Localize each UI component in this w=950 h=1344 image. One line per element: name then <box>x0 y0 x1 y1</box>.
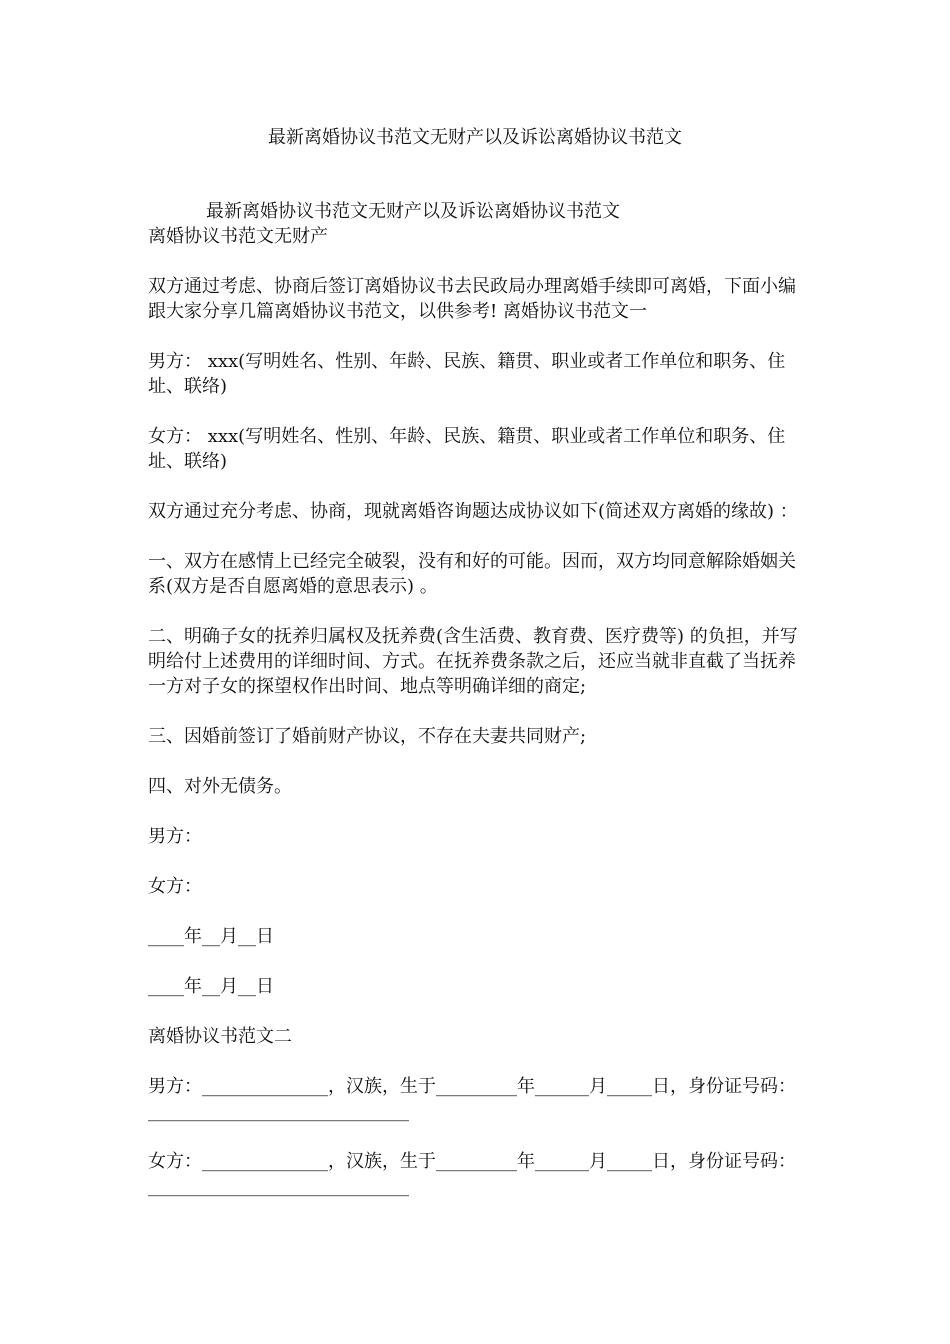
signature-line: 女方： <box>148 876 202 897</box>
document-subtitle: 最新离婚协议书范文无财产以及诉讼离婚协议书范文 <box>206 201 620 222</box>
date-line: ____年__月__日 <box>148 976 274 997</box>
section-heading: 离婚协议书范文二 <box>148 1026 292 1047</box>
paragraph: 四、对外无债务。 <box>148 776 292 797</box>
paragraph: 双方通过充分考虑、协商，现就离婚咨询题达成协议如下(简述双方离婚的缘故) ： <box>148 501 798 522</box>
paragraph: 三、因婚前签订了婚前财产协议，不存在夫妻共同财产; <box>148 726 587 747</box>
paragraph: 二、明确子女的抚养归属权及抚养费(含生活费、教育费、医疗费等) 的负担，并写明给付上述费用的详细时间、方式。在抚养费条款之后，还应当就非直截了当抚养一方对子女的探望权作出时间、地点等明确详细的商定; <box>148 626 798 697</box>
signature-line: 男方： <box>148 826 202 847</box>
paragraph: 一、双方在感情上已经完全破裂，没有和好的可能。因而，双方均同意解除婚姻关系(双方是否自愿离婚的意思表示) 。 <box>148 551 796 597</box>
document-title: 最新离婚协议书范文无财产以及诉讼离婚协议书范文 <box>268 127 682 148</box>
document-body <box>148 199 808 1199</box>
section-heading: 离婚协议书范文无财产 <box>148 226 328 247</box>
date-line: ____年__月__日 <box>148 926 274 947</box>
paragraph: 女方： xxx(写明姓名、性别、年龄、民族、籍贯、职业或者工作单位和职务、住址、联络) <box>148 426 786 472</box>
paragraph: 男方： xxx(写明姓名、性别、年龄、民族、籍贯、职业或者工作单位和职务、住址、联络) <box>148 351 786 397</box>
paragraph: 女方：______________，汉族，生于_________年______月_____日，身份证号码：_____________________________ <box>148 1151 796 1197</box>
paragraph: 男方：______________，汉族，生于_________年______月_____日，身份证号码：_____________________________ <box>148 1076 796 1122</box>
paragraph: 双方通过考虑、协商后签订离婚协议书去民政局办理离婚手续即可离婚，下面小编跟大家分享几篇离婚协议书范文，以供参考! 离婚协议书范文一 <box>148 276 796 322</box>
